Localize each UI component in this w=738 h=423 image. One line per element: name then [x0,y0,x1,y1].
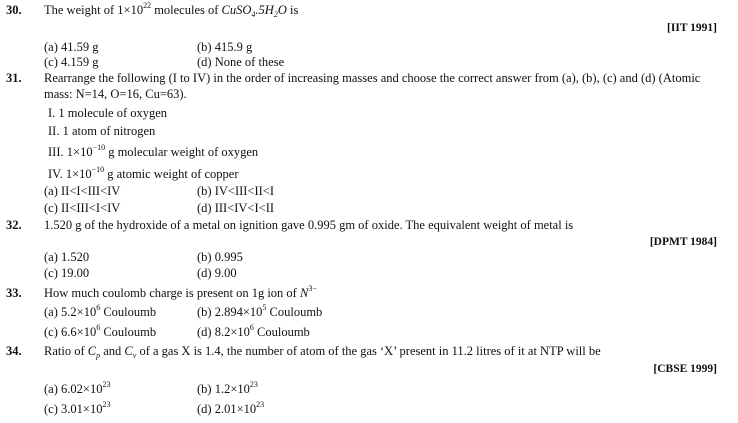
q30-option-c: (c) 4.159 g [44,55,99,69]
question-32-source: [DPMT 1984] [649,236,717,248]
q33-option-b: (b) $2.894\times 10^5$ Couloumb [197,303,323,319]
q31-option-d: (d) III<IV<I<II [197,201,275,215]
q30-pre: The weight of [44,3,118,17]
q33-option-a: (a) $5.2\times 10^6$ Couloumb [44,303,157,319]
q30-base: 10 [130,3,144,17]
q33-option-c: (c) $6.6\times 10^6$ Couloumb [44,323,157,339]
q30-times: × [123,3,131,17]
question-31-line2: mass: N=14, O=16, Cu=63). [44,87,187,101]
q31-item-i: I. 1 molecule of oxygen [48,106,168,120]
question-30-number: 30. [6,3,22,17]
q33-option-d: (d) $8.2\times 10^6$ Couloumb [197,323,310,339]
q31-item-iv: IV. $1\times 10^{-10}$ g atomic weight of copper [48,165,239,181]
q34-option-b: (b) $1.2\times 10^{23}$ [197,380,258,396]
nitrogen-ion-symbol: N [299,286,309,300]
q34-option-d: (d) $2.01\times 10^{23}$ [197,400,265,416]
q32-option-c: (c) 19.00 [44,266,90,280]
q30-formula: $CuSO_4.5H_2O$ [221,3,287,19]
q31-option-b: (b) IV<III<II<I [197,184,275,198]
question-33-text: How much coulomb charge is present on 1g ion of $N^{3-}$ [44,284,317,300]
q31-option-c: (c) II<III<I<IV [44,201,121,215]
question-30-text [44,3,298,18]
question-32-number: 32. [6,218,22,232]
question-31-line1: Rearrange the following (I to IV) in the order of increasing masses and choose the correct answer from (a), (b), (c) and (d) (Atomic [44,71,701,85]
q34-option-a: (a) $6.02\times 10^{23}$ [44,380,111,396]
q31-option-a: (a) II<I<III<IV [44,184,121,198]
q30-mid: molecules of [151,3,222,17]
q32-option-d: (d) 9.00 [197,266,237,280]
question-32-text: 1.520 g of the hydroxide of a metal on ignition gave 0.995 gm of oxide. The equivalent weight of metal is [44,218,574,232]
nitrogen-ion-charge: 3− [308,284,317,293]
q30-post: is [286,3,299,17]
q34-option-c: (c) $3.01\times 10^{23}$ [44,400,111,416]
question-30-source: [IIT 1991] [667,22,717,34]
q30-option-b: (b) 415.9 g [197,40,253,54]
q30-option-a: (a) 41.59 g [44,40,99,54]
question-34-source: [CBSE 1999] [653,363,717,375]
q31-item-iii: III. $1\times 10^{-10}$ g molecular weight of oxygen [48,143,259,159]
question-31-number: 31. [6,71,22,85]
q32-option-b: (b) 0.995 [197,250,243,264]
question-34-text: Ratio of $C_p$ and $C_v$ of a gas X is 1.4, the number of atom of the gas ‘X’ present in 11.2 litres of it at NTP will be [44,344,601,360]
q30-exp: 22 [143,1,152,10]
q30-one: 1 [117,3,124,17]
q30-option-d: (d) None of these [197,55,285,69]
question-33-number: 33. [6,286,22,300]
question-34-number: 34. [6,344,22,358]
q32-option-a: (a) 1.520 [44,250,90,264]
q31-item-ii: II. 1 atom of nitrogen [48,124,156,138]
